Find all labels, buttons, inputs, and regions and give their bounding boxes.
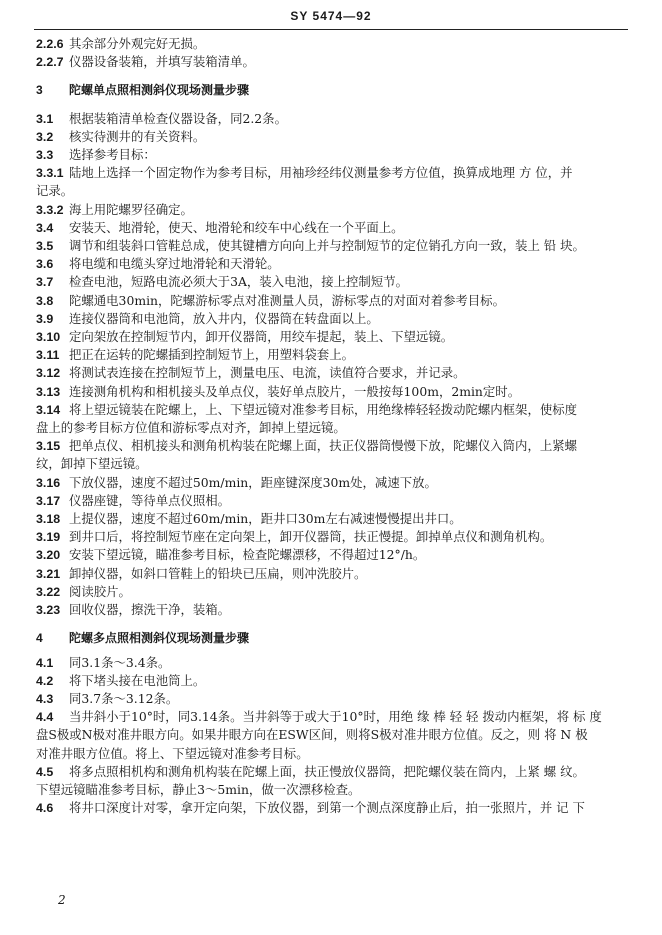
paragraph-line bbox=[36, 583, 624, 601]
clause-number: 4 bbox=[36, 631, 43, 646]
clause-number: 4.2 bbox=[36, 673, 54, 688]
paragraph-line bbox=[36, 528, 624, 546]
clause-paragraph bbox=[36, 690, 624, 708]
clause-text: 安装下望远镜，瞄准参考目标，检查陀螺漂移，不得超过12°/h。 bbox=[69, 547, 426, 563]
paragraph-line bbox=[36, 708, 624, 726]
clause-number: 4.3 bbox=[36, 691, 54, 706]
clause-number: 3.1 bbox=[36, 111, 54, 126]
clause-paragraph bbox=[36, 255, 624, 273]
paragraph-line bbox=[36, 146, 624, 164]
clause-paragraph bbox=[36, 273, 624, 291]
clause-number: 3.5 bbox=[36, 239, 54, 254]
clause-number: 3.4 bbox=[36, 220, 54, 235]
paragraph-line bbox=[36, 437, 624, 455]
clause-text: 记录。 bbox=[36, 183, 74, 199]
paragraph-line bbox=[36, 255, 624, 273]
clause-paragraph bbox=[36, 708, 624, 763]
clause-text: 对准井眼方位值。将上、下望远镜对准参考目标。 bbox=[36, 745, 309, 761]
paragraph-line bbox=[36, 383, 624, 401]
paragraph-line bbox=[36, 419, 624, 437]
page-header: SY 5474—92 bbox=[290, 9, 372, 23]
clause-number: 3.10 bbox=[36, 330, 61, 345]
clause-text: 回收仪器，擦洗干净，装箱。 bbox=[69, 602, 231, 618]
clause-text: 根据装箱清单检查仪器设备，同2.2条。 bbox=[69, 110, 287, 126]
clause-paragraph bbox=[36, 474, 624, 492]
clause-paragraph bbox=[36, 310, 624, 328]
clause-text: 安装天、地滑轮，使天、地滑轮和绞车中心线在一个平面上。 bbox=[69, 219, 404, 235]
clause-paragraph bbox=[36, 201, 624, 219]
clause-text: 阅读胶片。 bbox=[69, 583, 131, 599]
paragraph-line bbox=[36, 164, 624, 182]
paragraph-line bbox=[36, 310, 624, 328]
paragraph-line bbox=[36, 201, 624, 219]
paragraph-line bbox=[36, 745, 624, 763]
clause-paragraph bbox=[36, 492, 624, 510]
paragraph-line bbox=[36, 799, 624, 817]
clause-text: 将上望远镜装在陀螺上，上、下望远镜对准参考目标，用绝缘棒轻轻拨动陀螺内框架，使标度 bbox=[69, 401, 578, 417]
paragraph-line bbox=[36, 565, 624, 583]
paragraph-line bbox=[36, 182, 624, 200]
clause-text: 把正在运转的陀螺插到控制短节上，用塑料袋套上。 bbox=[69, 347, 354, 363]
clause-number: 3.3.1 bbox=[36, 166, 64, 181]
spacer bbox=[36, 71, 624, 81]
clause-text: 仪器设备装箱，并填写装箱清单。 bbox=[69, 54, 255, 70]
paragraph-line bbox=[36, 455, 624, 473]
clause-number: 3.6 bbox=[36, 257, 54, 272]
clause-paragraph bbox=[36, 672, 624, 690]
clause-paragraph bbox=[36, 292, 624, 310]
clause-text: 选择参考目标： bbox=[69, 147, 156, 163]
paragraph-line bbox=[36, 81, 624, 99]
clause-paragraph bbox=[36, 110, 624, 128]
paragraph-line bbox=[36, 328, 624, 346]
clause-paragraph bbox=[36, 546, 624, 564]
page-number: 2 bbox=[58, 893, 66, 907]
section-heading bbox=[36, 629, 624, 647]
header-rule bbox=[34, 29, 628, 30]
clause-paragraph bbox=[36, 401, 624, 437]
clause-number: 3.11 bbox=[36, 348, 60, 363]
paragraph-line bbox=[36, 781, 624, 799]
clause-text: 将下堵头接在电池筒上。 bbox=[69, 672, 206, 688]
clause-number: 3.7 bbox=[36, 275, 54, 290]
clause-paragraph bbox=[36, 565, 624, 583]
clause-text: 核实待测井的有关资料。 bbox=[69, 128, 206, 144]
clause-number: 3.2 bbox=[36, 129, 54, 144]
clause-paragraph bbox=[36, 799, 624, 817]
clause-text: 将多点照相机构和测角机构装在陀螺上面，扶正慢放仪器筒，把陀螺仪装在筒内，上紧 螺 纹。 bbox=[69, 763, 585, 779]
clause-text: 卸掉仪器，如斜口管鞋上的铅块已压扁，则冲洗胶片。 bbox=[69, 565, 367, 581]
clause-number: 2.2.6 bbox=[36, 37, 64, 51]
clause-text: 连接测角机构和相机接头及单点仪，装好单点胶片，一般按每100m，2min定时。 bbox=[69, 383, 521, 399]
clause-text: 下望远镜瞄准参考目标，静止3～5min，做一次漂移检查。 bbox=[36, 781, 361, 797]
clause-text: 纹，卸掉下望远镜。 bbox=[36, 456, 148, 472]
clause-number: 4.1 bbox=[36, 655, 54, 670]
clause-number: 3.15 bbox=[36, 439, 61, 454]
clause-text: 上提仪器，速度不超过60m/min，距井口30m左右减速慢慢提出井口。 bbox=[69, 511, 462, 527]
paragraph-line bbox=[36, 510, 624, 528]
paragraph-line bbox=[36, 474, 624, 492]
clause-number: 4.5 bbox=[36, 764, 54, 779]
clause-number: 3.3.2 bbox=[36, 202, 64, 217]
clause-text: 到井口后，将控制短节座在定向架上，卸开仪器筒，扶正慢提。卸掉单点仪和测角机构。 bbox=[69, 529, 553, 545]
spacer bbox=[36, 100, 624, 110]
clause-paragraph bbox=[36, 237, 624, 255]
clause-paragraph bbox=[36, 53, 624, 71]
clause-text: 将电缆和电缆头穿过地滑轮和天滑轮。 bbox=[69, 256, 280, 272]
clause-number: 3.9 bbox=[36, 311, 54, 326]
clause-text: 仪器座键，等待单点仪照相。 bbox=[69, 492, 231, 508]
clause-number: 3.20 bbox=[36, 548, 61, 563]
paragraph-line bbox=[36, 219, 624, 237]
paragraph-line bbox=[36, 401, 624, 419]
clause-text: 陆地上选择一个固定物作为参考目标，用袖珍经纬仪测量参考方位值，换算成地理 方 位，并 bbox=[69, 165, 573, 181]
clause-number: 3.3 bbox=[36, 148, 54, 163]
clause-text: 当井斜小于10°时，同3.14条。当井斜等于或大于10°时，用绝 缘 棒 轻 轻 拨动内框架，将 标 度 bbox=[69, 709, 602, 725]
paragraph-line bbox=[36, 237, 624, 255]
paragraph-line bbox=[36, 492, 624, 510]
clause-number: 3.18 bbox=[36, 512, 61, 527]
clause-text: 陀螺多点照相测斜仪现场测量步骤 bbox=[69, 631, 250, 646]
clause-text: 陀螺单点照相测斜仪现场测量步骤 bbox=[69, 83, 250, 98]
clause-text: 检查电池，短路电流必须大于3A，装入电池，接上控制短节。 bbox=[69, 274, 408, 290]
clause-text: 将井口深度计对零，拿开定向架，下放仪器，到第一个测点深度静止后，拍一张照片，并 记 下 bbox=[69, 800, 585, 816]
paragraph-line bbox=[36, 629, 624, 647]
clause-paragraph bbox=[36, 35, 624, 53]
paragraph-line bbox=[36, 672, 624, 690]
clause-text: 盘上的参考目标方位值和游标零点对齐，卸掉上望远镜。 bbox=[36, 420, 346, 436]
clause-text: 定向架放在控制短节内，卸开仪器筒，用绞车提起，装上、下望远镜。 bbox=[69, 329, 454, 345]
paragraph-line bbox=[36, 292, 624, 310]
paragraph-line bbox=[36, 690, 624, 708]
clause-number: 3.19 bbox=[36, 530, 61, 545]
clause-paragraph bbox=[36, 128, 624, 146]
paragraph-line bbox=[36, 273, 624, 291]
clause-text: 海上用陀螺罗径确定。 bbox=[69, 201, 193, 217]
clause-number: 2.2.7 bbox=[36, 55, 64, 70]
clause-paragraph bbox=[36, 328, 624, 346]
clause-text: 调节和组装斜口管鞋总成，使其键槽方向向上并与控制短节的定位销孔方向一致，装上 铅 块。 bbox=[69, 238, 585, 254]
clause-text: 把单点仪、相机接头和测角机构装在陀螺上面，扶正仪器筒慢慢下放，陀螺仪入筒内，上紧螺 bbox=[69, 438, 578, 454]
clause-number: 3.8 bbox=[36, 293, 54, 308]
clause-paragraph bbox=[36, 763, 624, 799]
clause-number: 3.12 bbox=[36, 366, 61, 381]
section-heading bbox=[36, 81, 624, 99]
clause-number: 3.17 bbox=[36, 493, 61, 508]
paragraph-line bbox=[36, 128, 624, 146]
clause-number: 3.22 bbox=[36, 584, 61, 599]
clause-paragraph bbox=[36, 383, 624, 401]
clause-paragraph bbox=[36, 164, 624, 200]
clause-text: 盘S极或N极对准井眼方向。如果井眼方向在ESW区间，则将S极对准井眼方位值。反之，则 将 N 极 bbox=[36, 727, 588, 743]
paragraph-line bbox=[36, 364, 624, 382]
clause-number: 4.4 bbox=[36, 710, 54, 725]
clause-number: 3.14 bbox=[36, 402, 61, 417]
paragraph-line bbox=[36, 110, 624, 128]
paragraph-line bbox=[36, 53, 624, 71]
clause-number: 3.23 bbox=[36, 603, 61, 618]
paragraph-line bbox=[36, 726, 624, 744]
paragraph-line bbox=[36, 763, 624, 781]
paragraph-line bbox=[36, 35, 624, 53]
document-body bbox=[36, 35, 624, 817]
clause-paragraph bbox=[36, 510, 624, 528]
clause-text: 将测试表连接在控制短节上，测量电压、电流，读值符合要求，并记录。 bbox=[69, 365, 466, 381]
paragraph-line bbox=[36, 546, 624, 564]
clause-paragraph bbox=[36, 437, 624, 473]
clause-paragraph bbox=[36, 654, 624, 672]
clause-text: 同3.7条～3.12条。 bbox=[69, 690, 179, 706]
clause-number: 4.6 bbox=[36, 801, 54, 816]
clause-text: 陀螺通电30min，陀螺游标零点对准测量人员，游标零点的对面对着参考目标。 bbox=[69, 292, 505, 308]
clause-number: 3 bbox=[36, 83, 43, 98]
clause-number: 3.16 bbox=[36, 475, 61, 490]
paragraph-line bbox=[36, 654, 624, 672]
clause-paragraph bbox=[36, 583, 624, 601]
clause-text: 同3.1条～3.4条。 bbox=[69, 654, 171, 670]
clause-text: 连接仪器筒和电池筒，放入井内，仪器筒在转盘面以上。 bbox=[69, 310, 379, 326]
clause-paragraph bbox=[36, 364, 624, 382]
clause-text: 其余部分外观完好无损。 bbox=[69, 36, 206, 51]
clause-paragraph bbox=[36, 346, 624, 364]
clause-paragraph bbox=[36, 601, 624, 619]
clause-paragraph bbox=[36, 146, 624, 164]
spacer bbox=[36, 619, 624, 629]
clause-paragraph bbox=[36, 528, 624, 546]
clause-number: 3.13 bbox=[36, 384, 61, 399]
clause-paragraph bbox=[36, 219, 624, 237]
paragraph-line bbox=[36, 346, 624, 364]
paragraph-line bbox=[36, 601, 624, 619]
clause-number: 3.21 bbox=[36, 566, 61, 581]
clause-text: 下放仪器，速度不超过50m/min，距座键深度30m处，减速下放。 bbox=[69, 474, 437, 490]
